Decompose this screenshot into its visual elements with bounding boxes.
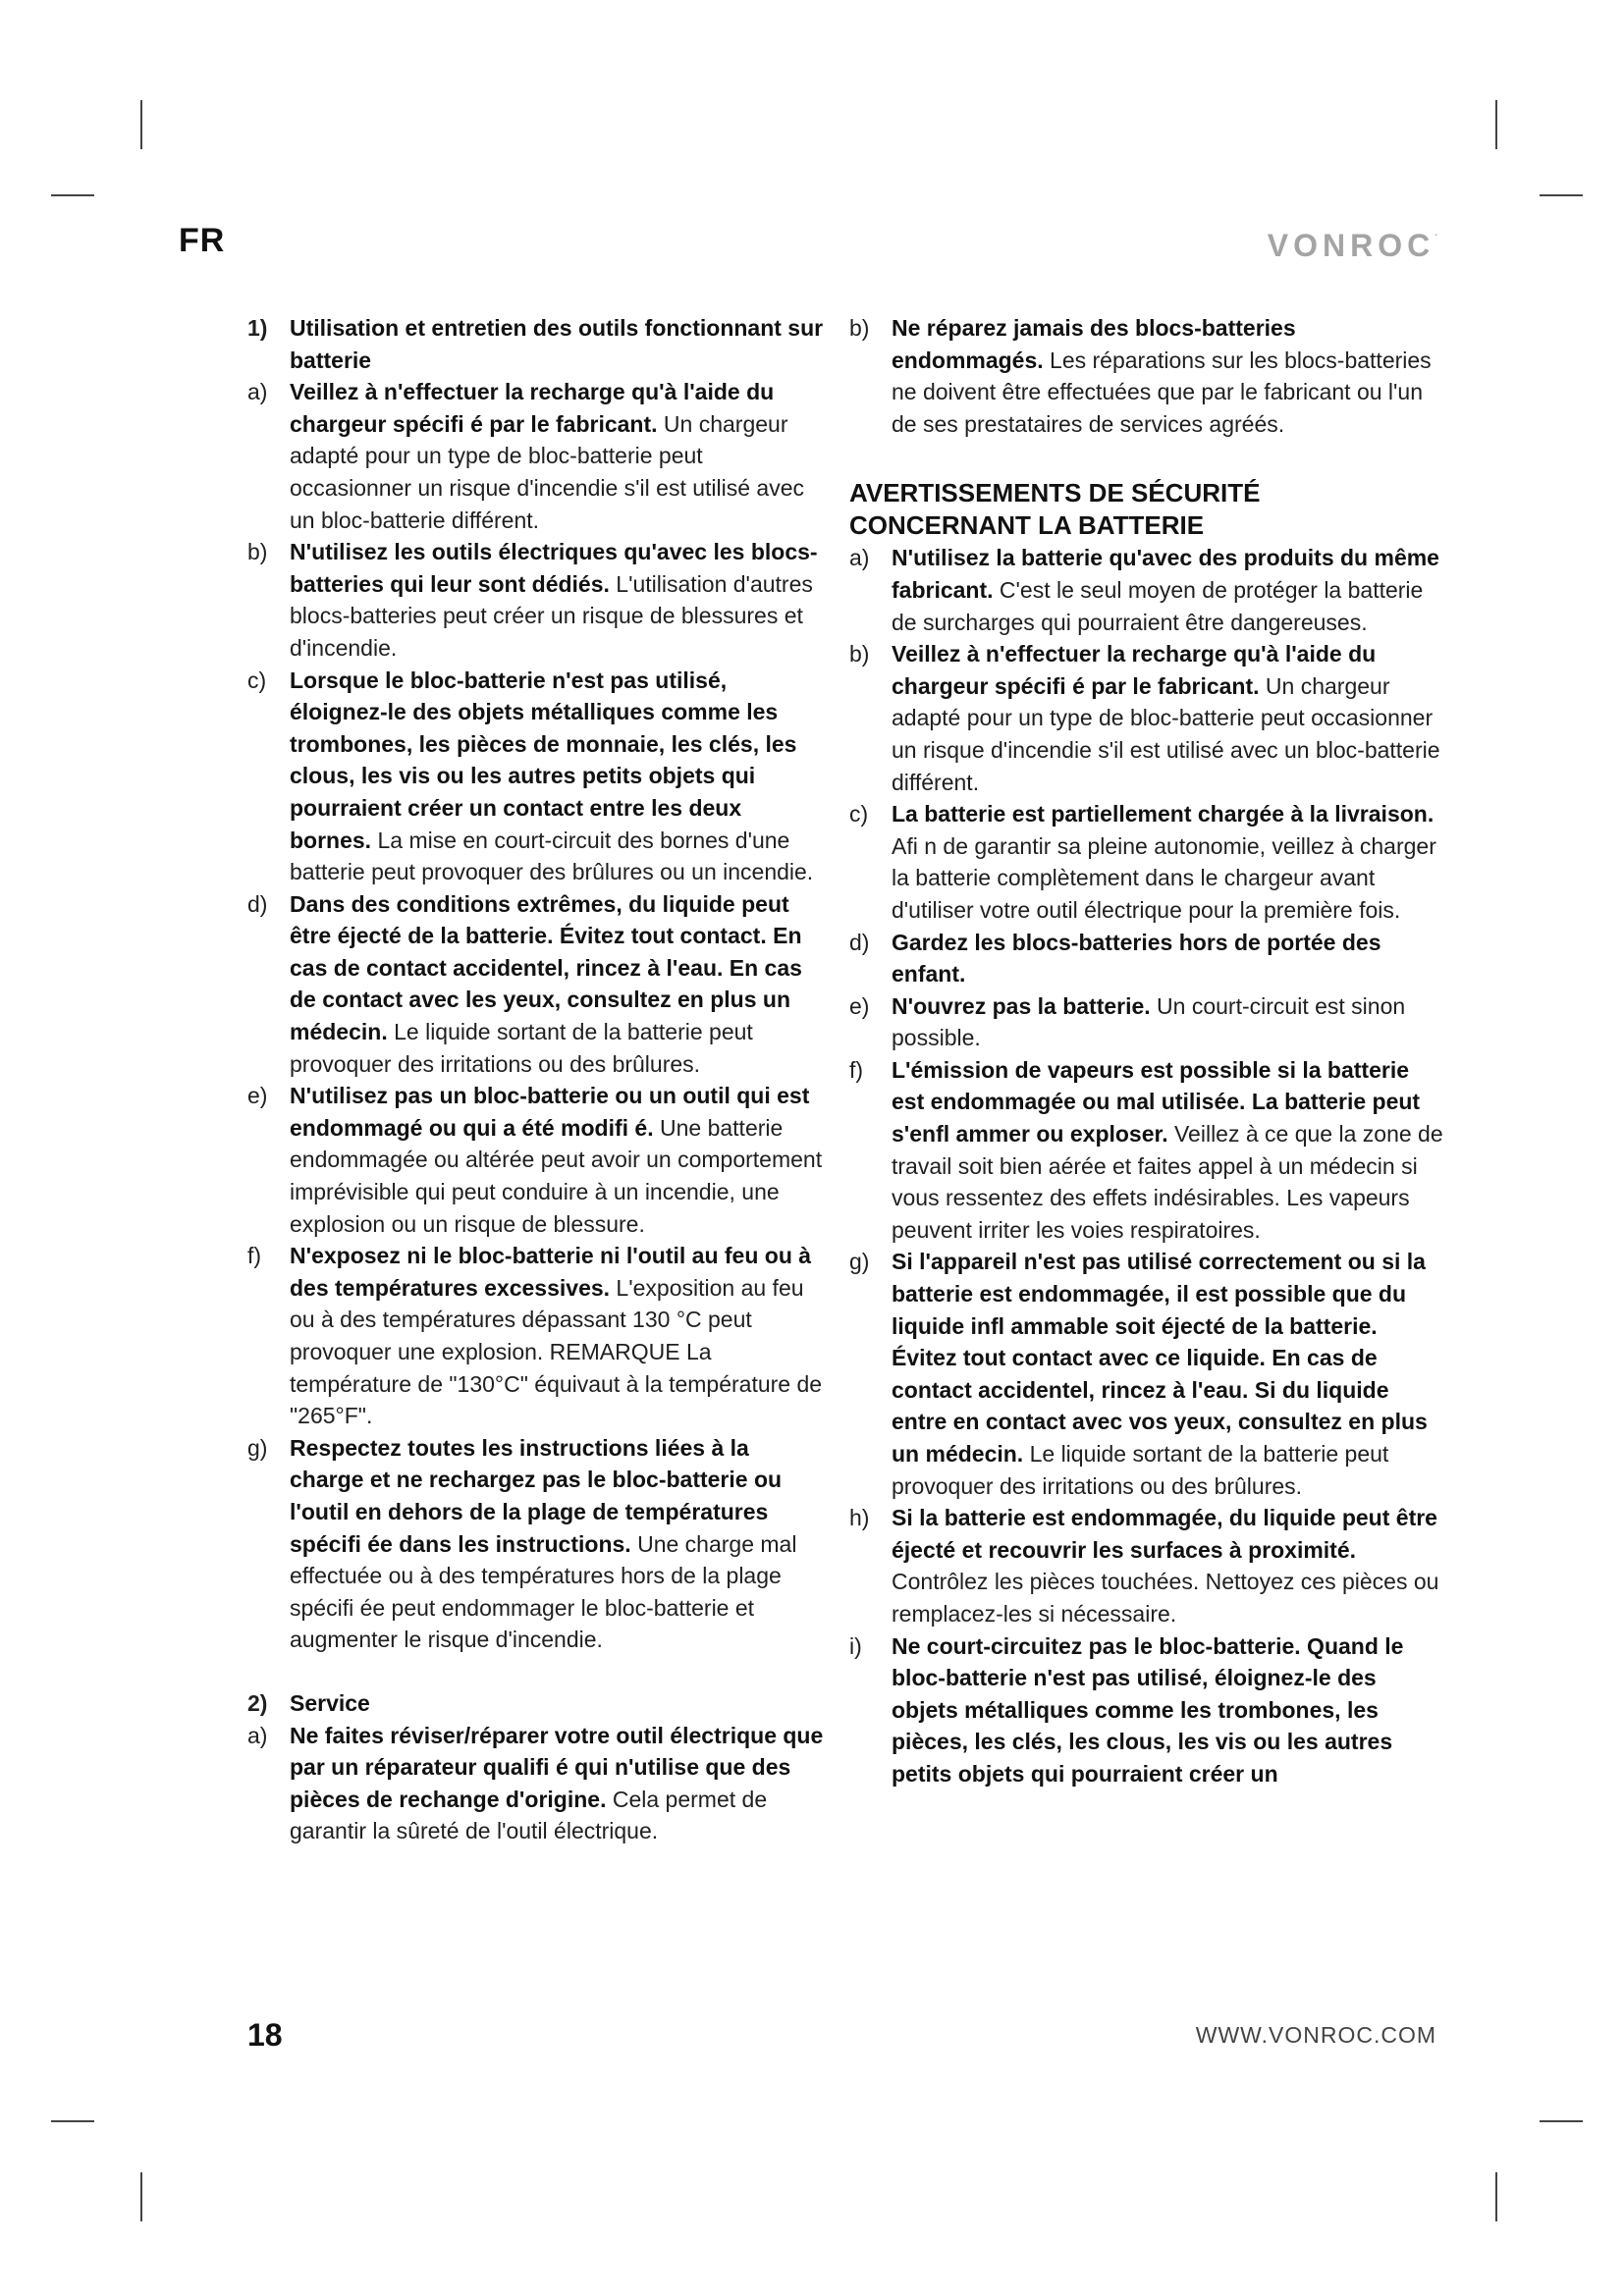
section-number: 1) xyxy=(247,315,268,341)
item-label: d) xyxy=(849,929,870,955)
item-label: h) xyxy=(849,1505,870,1531)
brand-mark: . xyxy=(1435,228,1437,239)
item-text: Un court-circuit est sinon possible. xyxy=(892,992,1406,1051)
item-label: d) xyxy=(247,890,268,917)
item-warning: Gardez les blocs-batteries hors de portée des enfant. xyxy=(892,929,1381,988)
item-label: a) xyxy=(247,1722,268,1748)
list-item xyxy=(247,888,827,1081)
item-text: L'exposition au feu ou à des températures dépassant 130 °C peut provoquer une explosion. REMARQUE La température de "130°C" équivaut à la température de "265°F". xyxy=(290,1274,823,1429)
list-item xyxy=(849,990,1443,1054)
item-warning: Veillez à n'effectuer la recharge qu'à l'aide du chargeur spécifi é par le fabricant. xyxy=(290,379,775,437)
section-heading-1 xyxy=(247,312,827,376)
item-text: Un chargeur adapté pour un type de bloc-batterie peut occasionner un risque d'incendie s'il est utilisé avec un bloc-batterie différent. xyxy=(290,410,805,533)
item-warning: Respectez toutes les instructions liées à la charge et ne rechargez pas le bloc-batterie ou l'outil en dehors de la plage de températures spécifi ée dans les instructions. xyxy=(290,1434,783,1557)
item-text: La mise en court-circuit des bornes d'une batterie peut provoquer des brûlures ou un incendie. xyxy=(290,827,814,885)
item-warning: La batterie est partiellement chargée à la livraison. xyxy=(892,801,1435,828)
brand-name: VONROC xyxy=(1267,228,1435,263)
item-text: Le liquide sortant de la batterie peut provoquer des irritations ou des brûlures. xyxy=(290,1019,753,1077)
crop-mark xyxy=(1495,100,1497,149)
item-text: L'utilisation d'autres blocs-batteries peut créer un risque de blessures et d'incendie. xyxy=(290,570,813,661)
item-warning: Ne court-circuitez pas le bloc-batterie. Quand le bloc-batterie n'est pas utilisé, éloignez-le des objets métalliques comme les trombones, les pièces, les clés, les clous, les vis ou les autres petits objets qui pourraient créer un xyxy=(892,1632,1404,1787)
section-heading-2 xyxy=(247,1687,827,1720)
item-warning: Dans des conditions extrêmes, du liquide peut être éjecté de la batterie. Évitez tout contact. En cas de contact accidentel, rincez à l'eau. En cas de contact avec les yeux, consultez en plus un médecin. xyxy=(290,890,802,1045)
item-label: f) xyxy=(849,1056,864,1083)
item-label: e) xyxy=(247,1083,268,1109)
list-item xyxy=(247,1240,827,1432)
crop-mark xyxy=(140,2172,142,2221)
item-text: Le liquide sortant de la batterie peut provoquer des irritations ou des brûlures. xyxy=(892,1441,1389,1499)
item-warning: N'ouvrez pas la batterie. xyxy=(892,992,1151,1019)
section-title: Service xyxy=(290,1689,370,1716)
website-url: WWW.VONROC.COM xyxy=(1195,2022,1436,2048)
item-label: i) xyxy=(849,1632,862,1659)
item-label: e) xyxy=(849,992,870,1019)
section-number: 2) xyxy=(247,1689,268,1716)
list-item xyxy=(247,1080,827,1240)
item-warning: Si la batterie est endommagée, du liquide peut être éjecté et recouvrir les surfaces à proximité. xyxy=(892,1505,1437,1563)
list-item xyxy=(247,665,827,888)
left-column xyxy=(247,312,827,1847)
brand-logo xyxy=(1268,228,1437,264)
crop-mark xyxy=(1540,2120,1583,2122)
page-number: 18 xyxy=(247,2017,283,2053)
item-label: g) xyxy=(849,1249,870,1275)
item-warning: N'utilisez la batterie qu'avec des produits du même fabricant. xyxy=(892,545,1439,603)
item-label: c) xyxy=(849,801,869,828)
item-label: a) xyxy=(247,379,268,405)
list-item xyxy=(849,1054,1443,1247)
item-warning: N'exposez ni le bloc-batterie ni l'outil au feu ou à des températures excessives. xyxy=(290,1243,812,1301)
list-item xyxy=(247,1432,827,1656)
item-warning: Ne réparez jamais des blocs-batteries endommagés. xyxy=(892,315,1296,373)
item-warning: Si l'appareil n'est pas utilisé correctement ou si la batterie est endommagée, il est possible que du liquide infl ammable soit éjecté de la batterie. Évitez tout contact avec ce liquide. En cas de contact accidentel, rincez à l'eau. Si du liquide entre en contact avec vos yeux, consultez en plus un médecin. xyxy=(892,1249,1428,1467)
crop-mark xyxy=(140,100,142,149)
list-item xyxy=(849,1502,1443,1629)
crop-mark xyxy=(51,194,94,196)
item-text: Veillez à ce que la zone de travail soit bien aérée et faites appel à un médecin si vous ressentez des effets indésirables. Les vapeurs peuvent irriter les voies respiratoires. xyxy=(892,1121,1443,1243)
item-text: Les réparations sur les blocs-batteries ne doivent être effectuées que par le fabricant ou l'un de ses prestataires de services agréés. xyxy=(892,347,1432,437)
list-item xyxy=(849,798,1443,926)
language-code: FR xyxy=(179,222,226,259)
item-warning: L'émission de vapeurs est possible si la batterie est endommagée ou mal utilisée. La batterie peut s'enfl ammer ou exploser. xyxy=(892,1056,1421,1148)
item-label: b) xyxy=(247,539,268,565)
item-label: b) xyxy=(849,315,870,341)
list-item xyxy=(849,542,1443,638)
crop-mark xyxy=(51,2120,94,2122)
list-item xyxy=(849,927,1443,990)
item-label: b) xyxy=(849,641,870,667)
item-warning: Lorsque le bloc-batterie n'est pas utilisé, éloignez-le des objets métalliques comme les trombones, les pièces de monnaie, les clés, les clous, les vis ou les autres petits objets qui pourraient créer un contact entre les deux bornes. xyxy=(290,667,797,853)
item-warning: Veillez à n'effectuer la recharge qu'à l'aide du chargeur spécifi é par le fabricant. xyxy=(892,641,1377,699)
list-item xyxy=(849,638,1443,798)
item-warning: N'utilisez pas un bloc-batterie ou un outil qui est endommagé ou qui a été modifi é. xyxy=(290,1083,810,1141)
item-text: Afi n de garantir sa pleine autonomie, veillez à charger la batterie complètement dans le chargeur avant d'utiliser votre outil électrique pour la première fois. xyxy=(892,832,1436,923)
item-text: C'est le seul moyen de protéger la batterie de surcharges qui pourraient être dangereuses. xyxy=(892,576,1424,635)
section-title: Utilisation et entretien des outils fonctionnant sur batterie xyxy=(290,315,824,373)
item-label: c) xyxy=(247,667,267,693)
item-label: a) xyxy=(849,545,870,571)
battery-warnings-title: AVERTISSEMENTS DE SÉCURITÉ CONCERNANT LA BATTERIE xyxy=(849,478,1261,541)
list-item xyxy=(849,312,1443,440)
right-column xyxy=(849,312,1443,1790)
list-item xyxy=(849,1246,1443,1502)
list-item xyxy=(247,1720,827,1847)
item-warning: Ne faites réviser/réparer votre outil électrique que par un réparateur qualifi é qui n'utilise que des pièces de rechange d'origine. xyxy=(290,1722,824,1812)
crop-mark xyxy=(1540,194,1583,196)
list-item xyxy=(247,376,827,536)
item-text: Une charge mal effectuée ou à des températures hors de la plage spécifi ée peut endommager le bloc-batterie et augmenter le risque d'incendie. xyxy=(290,1530,797,1653)
item-label: f) xyxy=(247,1243,262,1269)
item-warning: N'utilisez les outils électriques qu'avec les blocs-batteries qui leur sont dédiés. xyxy=(290,539,818,597)
item-text: Contrôlez les pièces touchées. Nettoyez ces pièces ou remplacez-les si nécessaire. xyxy=(892,1569,1439,1627)
item-label: g) xyxy=(247,1434,268,1461)
list-item xyxy=(247,536,827,664)
item-text: Cela permet de garantir la sûreté de l'outil électrique. xyxy=(290,1786,768,1844)
list-item xyxy=(849,1630,1443,1790)
item-text: Une batterie endommagée ou altérée peut avoir un comportement imprévisible qui peut conduire à un incendie, une explosion ou un risque de blessure. xyxy=(290,1114,823,1237)
crop-mark xyxy=(1495,2172,1497,2221)
item-text: Un chargeur adapté pour un type de bloc-batterie peut occasionner un risque d'incendie s'il est utilisé avec un bloc-batterie différent. xyxy=(892,672,1440,795)
